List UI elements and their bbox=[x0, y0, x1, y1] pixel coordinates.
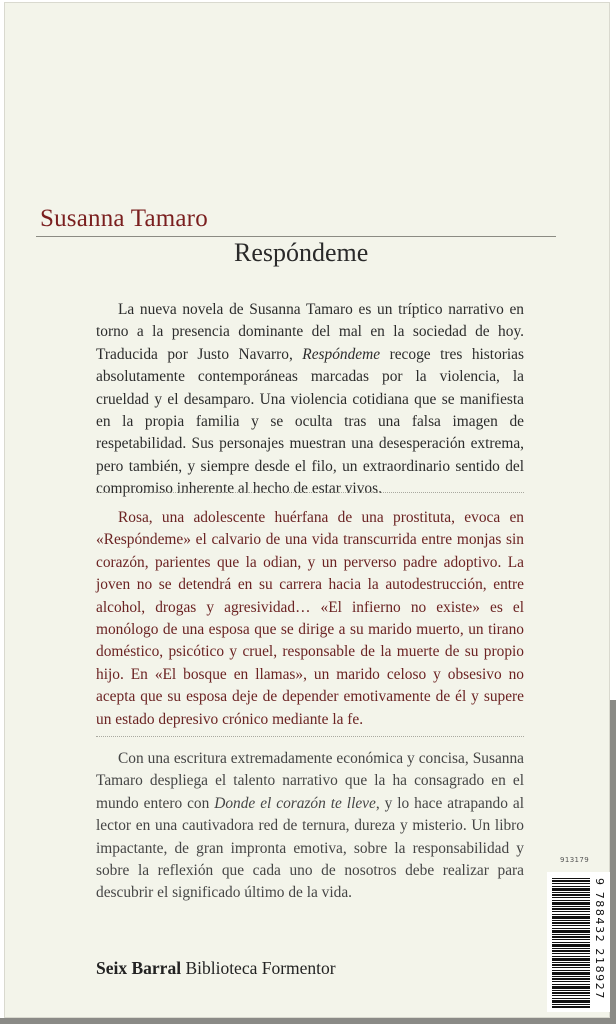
product-code: 913179 bbox=[560, 856, 590, 864]
barcode-number bbox=[593, 878, 607, 1008]
synopsis-stories-text: Rosa, una adolescente huérfana de una prostituta, evoca en «Respóndeme» el calvario de una vida transcurrida entre monjas sin corazón, parientes que la odian, y un perverso padre adoptivo. La joven no se detendrá en su carrera hacia la autodestrucción, entre alcohol, drogas y agresividad… «El infierno no existe» es el monólogo de una esposa que se dirige a su marido muerto, un tirano doméstico, psicótico y cruel, responsable de la muerte de su propio hijo. En «El bosque en llamas», un marido celoso y obsesivo no acepta que su esposa deje de depender emotivamente de él y supere un estado depresivo crónico mediante la fe. bbox=[96, 509, 524, 728]
italic-title: Respóndeme bbox=[302, 345, 381, 363]
section-divider bbox=[96, 736, 524, 737]
barcode-digits-text: 9 788432 218927 bbox=[593, 878, 606, 1000]
barcode-icon bbox=[552, 878, 590, 1008]
publisher-collection: Biblioteca Formentor bbox=[185, 958, 336, 978]
book-title: Respóndeme bbox=[234, 238, 369, 267]
cover-shadow-right bbox=[610, 700, 616, 1024]
synopsis-intro-text: La nueva novela de Susanna Tamaro es un tríptico narrativo en torno a la presencia dominante del mal en la sociedad de hoy. Traducida por Justo Navarro, Respóndeme recoge tres historias absolutamente contemporáneas marcadas por la violencia, la crueldad y el desamparo. Una violencia cotidiana que se manifiesta en la propia familia y se oculta tras una falsa imagen de respetabilidad. Sus personajes muestran una desesperación extrema, pero también, y siempre desde el filo, un extraordinario sentido del compromiso inherente al hecho de estar vivos. bbox=[96, 301, 524, 498]
publisher-brand: Seix Barral bbox=[96, 958, 182, 978]
synopsis-closing bbox=[96, 748, 524, 905]
synopsis-stories bbox=[96, 507, 524, 731]
synopsis-closing-text: Con una escritura extremadamente económica y concisa, Susanna Tamaro despliega el talento narrativo que la ha consagrado en el mundo entero con Donde el corazón te lleve, y lo hace atrapando al lector en una cautivadora red de ternura, dureza y misterio. Un libro impactante, de gran impronta emotiva, sobre la responsabilidad y sobre la reflexión que cada uno de nosotros debe realizar para descubrir el significado último de la vida. bbox=[96, 750, 524, 902]
author-name: Susanna Tamaro bbox=[40, 205, 208, 232]
cover-shadow-bottom bbox=[0, 1018, 616, 1024]
synopsis-intro bbox=[96, 299, 524, 501]
italic-title: Donde el corazón te lleve bbox=[214, 794, 376, 812]
publisher-line bbox=[96, 958, 336, 979]
section-divider bbox=[96, 492, 524, 493]
title-divider bbox=[36, 236, 556, 237]
